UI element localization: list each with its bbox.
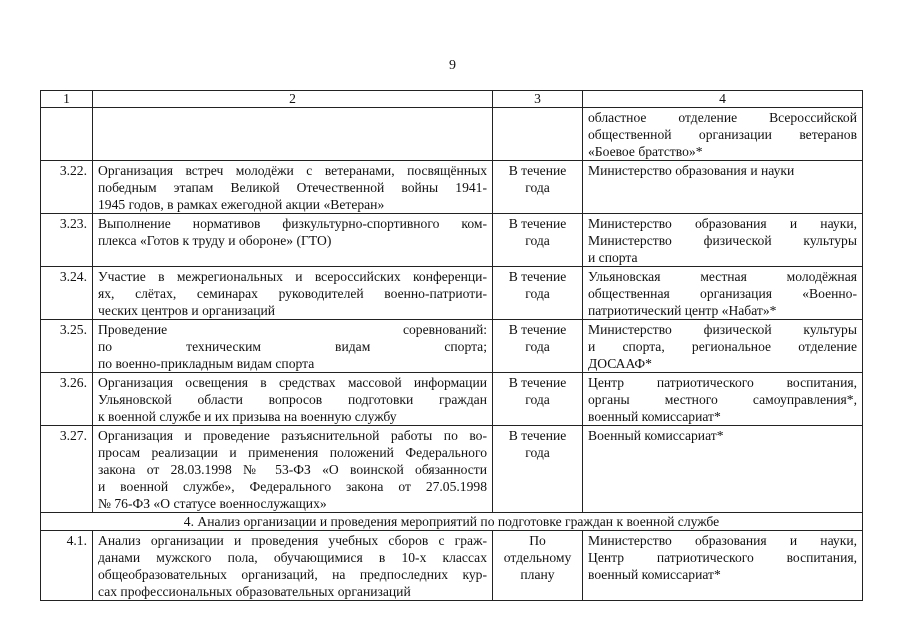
item-number-cell: 3.23. bbox=[41, 214, 93, 267]
term-line: года bbox=[525, 286, 550, 301]
item-number-cell: 3.26. bbox=[41, 373, 93, 426]
continuation-term-cell bbox=[493, 108, 583, 161]
activity-line: и военной службе», Федерального закона от 27.05.1998 bbox=[98, 479, 487, 494]
executor-line: Центр патриотического воспитания, bbox=[588, 550, 857, 565]
executor-line: Военный комиссариат* bbox=[588, 428, 724, 443]
table-row bbox=[41, 531, 863, 601]
executor-cell bbox=[583, 426, 863, 513]
term-cell bbox=[493, 267, 583, 320]
column-header-3: 3 bbox=[493, 91, 583, 108]
activity-line: ях, слётах, семинарах руководителей военно-патриоти- bbox=[98, 286, 487, 301]
item-number-cell: 3.27. bbox=[41, 426, 93, 513]
executor-cell bbox=[583, 320, 863, 373]
item-number-cell: 4.1. bbox=[41, 531, 93, 601]
activity-line: данами мужского пола, обучающимися в 10-х классах bbox=[98, 550, 487, 565]
column-header-2: 2 bbox=[93, 91, 493, 108]
activities-table bbox=[40, 90, 863, 601]
executor-line: Министерство физической культуры bbox=[588, 233, 857, 248]
activity-line: по техническим видам спорта; bbox=[98, 339, 487, 354]
term-line: отдельному bbox=[503, 550, 572, 565]
term-line: года bbox=[525, 392, 550, 407]
section-title: 4. Анализ организации и проведения мероприятий по подготовке граждан к военной службе bbox=[41, 513, 863, 531]
activity-cell bbox=[93, 373, 493, 426]
activity-line: закона от 28.03.1998 № 53-ФЗ «О воинской обязанности bbox=[98, 462, 487, 477]
activity-line: Организация встреч молодёжи с ветеранами, посвящённых bbox=[98, 163, 487, 178]
continuation-executor-cell bbox=[583, 108, 863, 161]
table-row bbox=[41, 426, 863, 513]
activity-cell bbox=[93, 267, 493, 320]
activity-line: сах профессиональных образовательных организаций bbox=[98, 584, 411, 599]
activity-line: по военно-прикладным видам спорта bbox=[98, 356, 315, 371]
activity-line: плекса «Готов к труду и обороне» (ГТО) bbox=[98, 233, 332, 248]
activity-cell bbox=[93, 161, 493, 214]
activity-line: Организация освещения в средствах массовой информации bbox=[98, 375, 487, 390]
continuation-num-cell bbox=[41, 108, 93, 161]
table-row bbox=[41, 161, 863, 214]
term-line: В течение bbox=[508, 375, 567, 390]
term-line: года bbox=[525, 233, 550, 248]
table-row bbox=[41, 214, 863, 267]
table-row bbox=[41, 320, 863, 373]
term-line: года bbox=[525, 339, 550, 354]
activity-line: Проведение соревнований: bbox=[98, 322, 487, 337]
executor-line: Министерство физической культуры bbox=[588, 322, 857, 337]
executor-line: общественная организация «Военно- bbox=[588, 286, 857, 301]
term-line: В течение bbox=[508, 269, 567, 284]
executor-line: областное отделение Всероссийской bbox=[588, 110, 857, 125]
item-number-cell: 3.25. bbox=[41, 320, 93, 373]
term-cell bbox=[493, 214, 583, 267]
activity-line: Участие в межрегиональных и всероссийских конференци- bbox=[98, 269, 487, 284]
executor-line: военный комиссариат* bbox=[588, 567, 721, 582]
activity-line: 1945 годов, в рамках ежегодной акции «Ветеран» bbox=[98, 197, 385, 212]
activity-line: ческих центров и организаций bbox=[98, 303, 276, 318]
executor-line: Центр патриотического воспитания, bbox=[588, 375, 857, 390]
executor-cell bbox=[583, 267, 863, 320]
activity-cell bbox=[93, 531, 493, 601]
executor-cell bbox=[583, 214, 863, 267]
activity-line: Организация и проведение разъяснительной работы по во- bbox=[98, 428, 487, 443]
activity-line: № 76-ФЗ «О статусе военнослужащих» bbox=[98, 496, 327, 511]
executor-cell bbox=[583, 373, 863, 426]
term-line: плану bbox=[520, 567, 555, 582]
activity-line: Ульяновской области вопросов подготовки граждан bbox=[98, 392, 487, 407]
activity-cell bbox=[93, 320, 493, 373]
executor-line: органы местного самоуправления*, bbox=[588, 392, 857, 407]
executor-line: Ульяновская местная молодёжная bbox=[588, 269, 857, 284]
term-cell bbox=[493, 320, 583, 373]
executor-line: и спорта, региональное отделение bbox=[588, 339, 857, 354]
term-line: В течение bbox=[508, 322, 567, 337]
activity-cell bbox=[93, 214, 493, 267]
term-cell bbox=[493, 161, 583, 214]
term-line: В течение bbox=[508, 216, 567, 231]
term-cell bbox=[493, 373, 583, 426]
activity-line: Анализ организации и проведения учебных сборов с граж- bbox=[98, 533, 487, 548]
continuation-row bbox=[41, 108, 863, 161]
executor-line: и спорта bbox=[588, 250, 638, 265]
section-heading-row bbox=[41, 513, 863, 531]
column-header-4: 4 bbox=[583, 91, 863, 108]
term-line: В течение bbox=[508, 163, 567, 178]
activity-cell bbox=[93, 426, 493, 513]
item-number-cell: 3.22. bbox=[41, 161, 93, 214]
executor-cell bbox=[583, 161, 863, 214]
continuation-activity-cell bbox=[93, 108, 493, 161]
term-line: В течение bbox=[508, 428, 567, 443]
activity-line: общеобразовательных организаций, на предпоследних кур- bbox=[98, 567, 487, 582]
table-row bbox=[41, 267, 863, 320]
page-number: 9 bbox=[449, 58, 456, 73]
table-row bbox=[41, 373, 863, 426]
executor-line: патриотический центр «Набат»* bbox=[588, 303, 777, 318]
header-row bbox=[41, 91, 863, 108]
activity-line: к военной службе и их призыва на военную службу bbox=[98, 409, 397, 424]
executor-line: Министерство образования и науки bbox=[588, 163, 795, 178]
item-number-cell: 3.24. bbox=[41, 267, 93, 320]
executor-line: общественной организации ветеранов bbox=[588, 127, 857, 142]
executor-line: Министерство образования и науки, bbox=[588, 533, 857, 548]
activity-line: победным этапам Великой Отечественной войны 1941- bbox=[98, 180, 487, 195]
executor-line: ДОСААФ* bbox=[588, 356, 652, 371]
activity-line: Выполнение нормативов физкультурно-спортивного ком- bbox=[98, 216, 487, 231]
column-header-1: 1 bbox=[41, 91, 93, 108]
term-line: По bbox=[529, 533, 546, 548]
term-cell bbox=[493, 531, 583, 601]
executor-line: «Боевое братство»* bbox=[588, 144, 703, 159]
executor-line: военный комиссариат* bbox=[588, 409, 721, 424]
term-cell bbox=[493, 426, 583, 513]
activity-line: просам реализации и применения положений Федерального bbox=[98, 445, 487, 460]
term-line: года bbox=[525, 180, 550, 195]
executor-line: Министерство образования и науки, bbox=[588, 216, 857, 231]
executor-cell bbox=[583, 531, 863, 601]
term-line: года bbox=[525, 445, 550, 460]
